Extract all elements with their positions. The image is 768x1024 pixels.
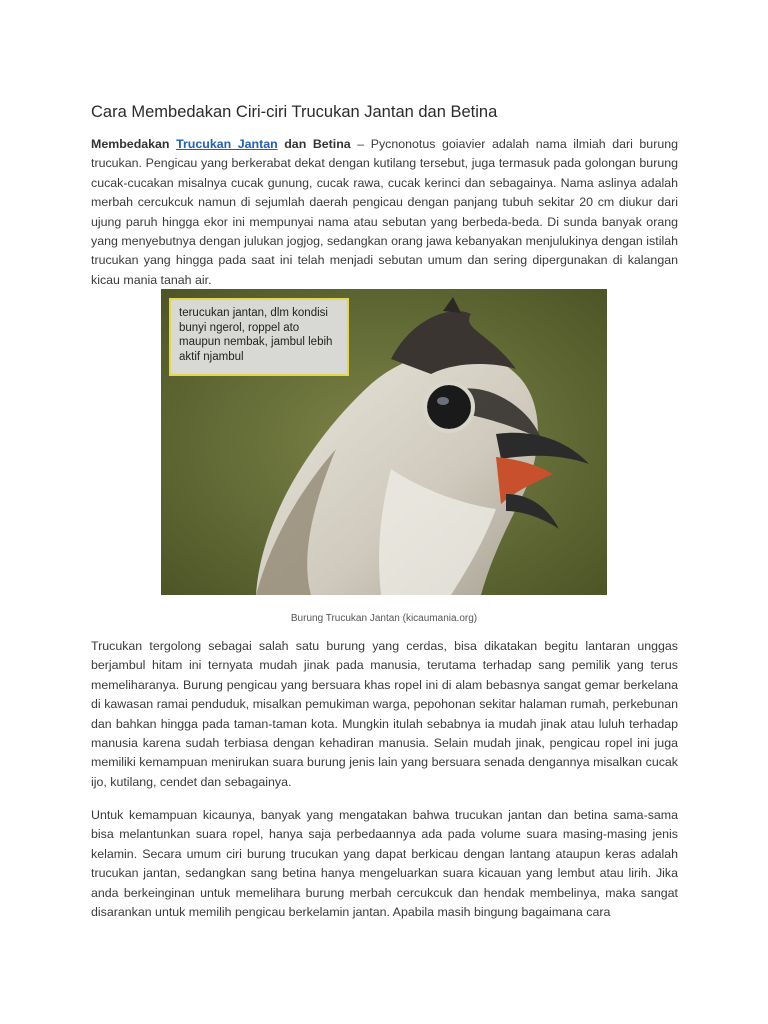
paragraph-3: Untuk kemampuan kicaunya, banyak yang mengatakan bahwa trucukan jantan dan betina sama-sama bisa melantunkan suara ropel, hanya saja perbedaannya ada pada volume suara masing-masing jenis kelamin. Secara umum ciri burung trucukan yang dapat berkicau dengan lantang ataupun keras adalah trucukan jantan, sedangkan sang betina hanya mengeluarkan suara kicauan yang lembut atau lirih. Jika anda berkeinginan untuk memelihara burung merbah cercukcuk dan hendak membelinya, maka sangat disarankan untuk memilih pengicau berkelamin jantan. Apabila masih bingung bagaimana cara	[91, 808, 678, 920]
photo-callout: terucukan jantan, dlm kondisi bunyi ngerol, roppel ato maupun nembak, jambul lebih aktif njambul	[169, 298, 349, 376]
intro-paragraph	[91, 135, 678, 290]
article-title: Cara Membedakan Ciri-ciri Trucukan Jantan dan Betina	[91, 103, 498, 121]
intro-lead-bold: Membedakan	[91, 137, 170, 151]
photo-caption: Burung Trucukan Jantan (kicaumania.org)	[290, 613, 478, 624]
trucukan-jantan-link[interactable]: Trucukan Jantan	[176, 137, 278, 151]
intro-body: – Pycnonotus goiavier adalah nama ilmiah dari burung trucukan. Pengicau yang berkerabat dekat dengan kutilang tersebut, juga termasuk pada golongan burung cucak-cucakan misalnya cucak gunung, cucak rawa, cucak kerinci dan sebagainya. Nama aslinya adalah merbah cercukcuk namun di sejumlah daerah pengicau dengan panjang tubuh sekitar 20 cm diukur dari ujung paruh hingga ekor ini mempunyai nama atau sebutan yang berbeda-beda. Di sunda banyak orang yang menyebutnya dengan julukan jogjog, sedangkan orang jawa kebanyakan menjulukinya dengan istilah trucukan yang hingga pada saat ini telah menjadi sebutan umum dan sering dipergunakan di kalangan kicau mania tanah air.	[91, 137, 678, 287]
paragraph-2: Trucukan tergolong sebagai salah satu burung yang cerdas, bisa dikatakan begitu lantaran unggas berjambul hitam ini ternyata mudah jinak pada manusia, terutama terhadap sang pemilik yang terus memeliharanya. Burung pengicau yang bersuara khas ropel ini di alam bebasnya sangat gemar berkelana di kawasan ramai penduduk, misalkan pemukiman warga, pepohonan sekitar halaman rumah, perkebunan dan bahkan hingga pada taman-taman kota. Mungkin itulah sebabnya ia mudah jinak atau luluh terhadap manusia karena sudah terbiasa dengan kehadiran manusia. Selain mudah jinak, pengicau ropel ini juga memiliki kemampuan menirukan suara burung jenis lain yang bersuara senada dengannya misalkan cucak ijo, kutilang, cendet dan sebagainya.	[91, 639, 678, 789]
intro-mid-bold: dan Betina	[284, 137, 351, 151]
bird-photo	[161, 289, 607, 595]
